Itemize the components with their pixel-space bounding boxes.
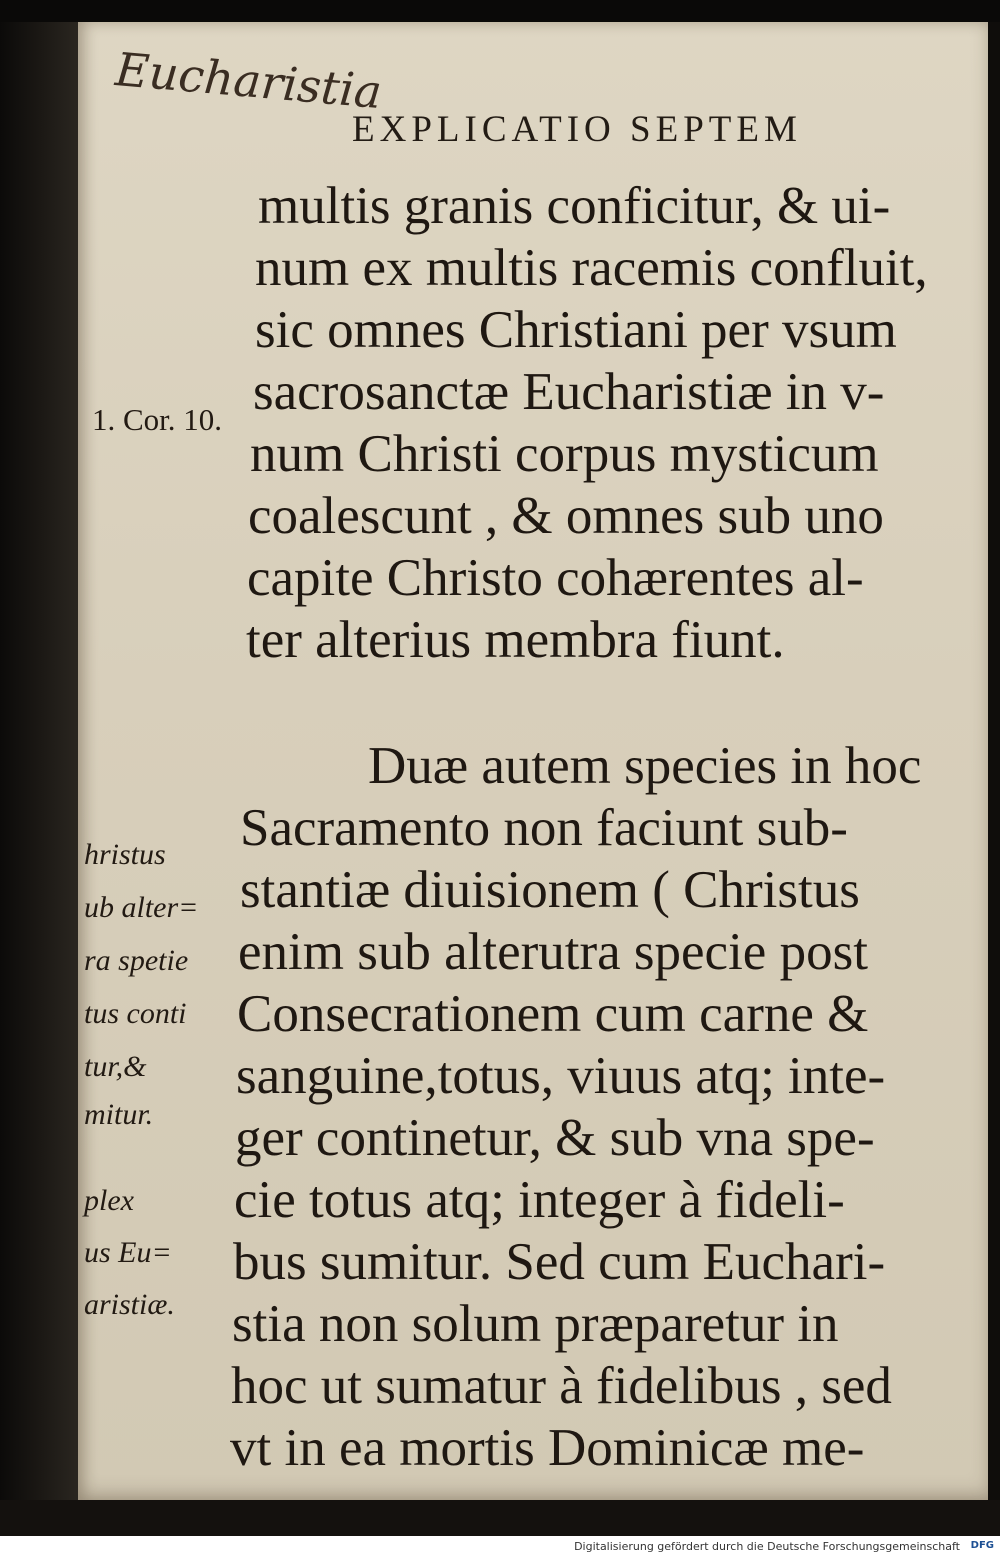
text-line: Sacramento non faciunt sub- xyxy=(240,799,848,857)
text-line: ter alterius membra fiunt. xyxy=(246,611,785,669)
margin-reference: 1. Cor. 10. xyxy=(92,402,223,437)
text-line: sic omnes Christiani per vsum xyxy=(255,301,897,359)
margin-note-line: ra spetie xyxy=(84,944,189,977)
text-line: num ex multis racemis confluit, xyxy=(255,239,928,297)
text-line: stantiæ diuisionem ( Christus xyxy=(240,861,860,919)
text-line: Duæ autem species in hoc xyxy=(368,737,922,795)
text-line: sacrosanctæ Eucharistiæ in v- xyxy=(253,363,885,421)
scan-top-edge xyxy=(0,0,1000,22)
text-line: enim sub alterutra specie post xyxy=(238,923,868,981)
text-line: stia non solum præparetur in xyxy=(232,1295,839,1353)
text-line: bus sumitur. Sed cum Euchari- xyxy=(233,1233,886,1291)
text-line: coalescunt , & omnes sub uno xyxy=(248,487,884,545)
scan-dark-edge xyxy=(0,0,78,1559)
margin-note-line: tur,& xyxy=(84,1050,147,1083)
margin-note-line: mitur. xyxy=(84,1098,154,1131)
margin-note-line: ub alter= xyxy=(84,891,199,924)
text-line: hoc ut sumatur à fidelibus , sed xyxy=(231,1357,892,1415)
text-line: ger continetur, & sub vna spe- xyxy=(235,1109,875,1167)
dfg-logo-icon: DFG xyxy=(970,1540,994,1551)
handwritten-annotation: Eucharistia xyxy=(113,42,384,120)
text-line: multis granis conficitur, & ui- xyxy=(258,177,891,235)
text-line: num Christi corpus mysticum xyxy=(250,425,879,483)
text-line: vt in ea mortis Dominicæ me- xyxy=(230,1419,865,1477)
margin-note-line: tus conti xyxy=(84,997,187,1030)
scan-bottom-edge xyxy=(0,1500,1000,1536)
margin-note-line: us Eu= xyxy=(84,1236,172,1269)
margin-note-line: hristus xyxy=(84,838,166,871)
text-line: sanguine,totus, viuus atq; inte- xyxy=(236,1047,886,1105)
digitization-footer xyxy=(0,1536,1000,1559)
text-line: cie totus atq; integer à fideli- xyxy=(234,1171,845,1229)
footer-credit: Digitalisierung gefördert durch die Deutsche Forschungsgemeinschaft xyxy=(574,1540,960,1553)
text-line: capite Christo cohærentes al- xyxy=(247,549,864,607)
margin-note-line: aristiæ. xyxy=(84,1288,175,1321)
text-line: Consecrationem cum carne & xyxy=(237,985,869,1043)
running-head: EXPLICATIO SEPTEM xyxy=(352,109,802,150)
margin-note-line: plex xyxy=(84,1184,134,1217)
